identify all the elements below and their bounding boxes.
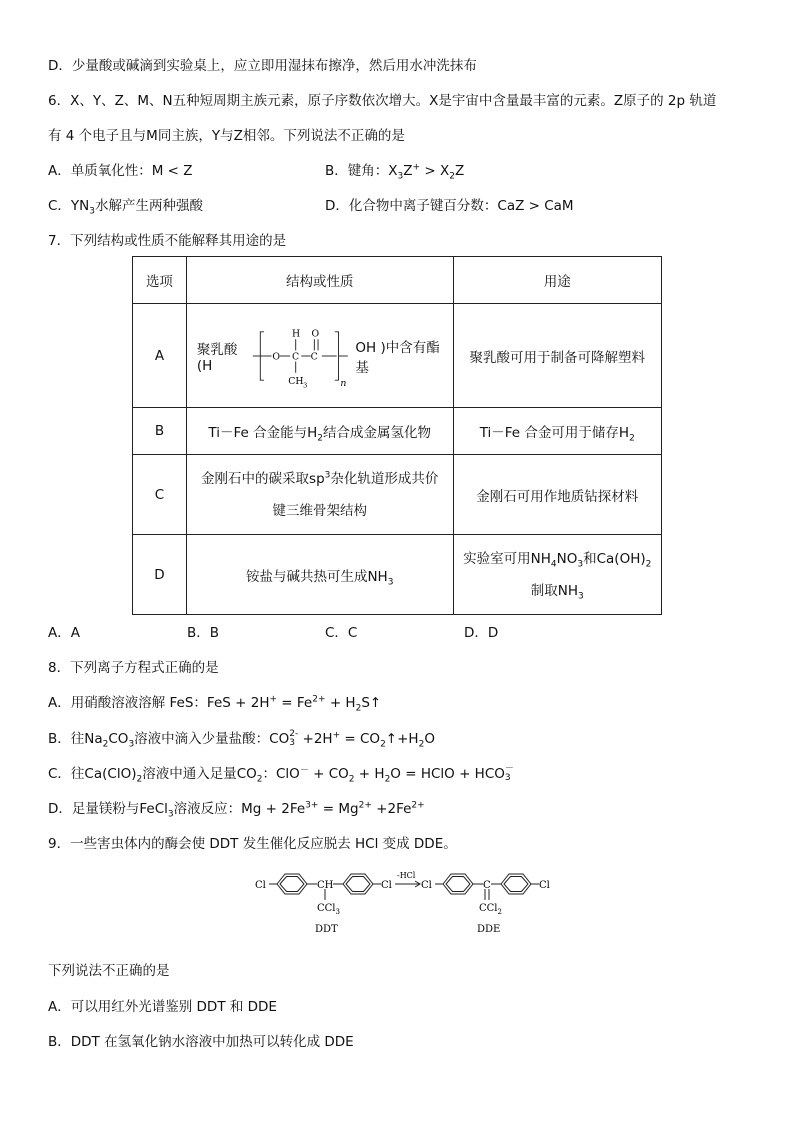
row-use: 金刚石可用作地质钻探材料	[453, 455, 661, 535]
ccl3-label: CCl$_3$	[317, 903, 340, 916]
table-row	[133, 304, 662, 408]
svg-text:C: C	[310, 351, 318, 363]
q7-table	[132, 256, 662, 615]
ddt-to-dde-reaction-scheme	[255, 866, 555, 938]
svg-text:3: 3	[303, 381, 308, 390]
svg-text:O: O	[311, 327, 320, 339]
polylactic-acid-structure: 聚乳酸(H O C H C O CH 3 n OH )中含有酯基	[197, 316, 447, 396]
row-property: 铵盐与碱共热可生成$NH_3$	[186, 535, 453, 615]
ccl2-label: CCl$_2$	[479, 903, 502, 916]
q6-option-a: A．单质氧化性：M < Z	[48, 163, 193, 179]
svg-text:O: O	[272, 351, 281, 363]
q8-stem: 8．下列离子方程式正确的是	[48, 660, 219, 676]
arrow-label: -HCl	[397, 871, 416, 880]
table-row	[133, 455, 662, 535]
svg-text:H: H	[291, 327, 301, 339]
ddt-name: DDT	[315, 924, 338, 935]
row-use: 实验室可用$NH_4NO_3$和$Ca(OH)_2$ 制取$NH_3$	[453, 535, 661, 615]
table-header-row	[133, 257, 662, 304]
q7-stem: 7．下列结构或性质不能解释其用途的是	[48, 233, 287, 249]
chlorine-label: Cl	[421, 880, 432, 891]
q6-stem-line1: 6．X、Y、Z、M、N五种短周期主族元素，原子序数依次增大。X是宇宙中含量最丰富的元素。Z原子的 2p 轨道	[48, 93, 717, 109]
q8-option-b: B．往$Na_2CO_3$溶液中滴入少量盐酸：CO 2- 3 $+2H^+ = CO_2↑+H_2O$	[48, 729, 435, 750]
row-use: Ti－Fe 合金可用于储存$H_2$	[453, 408, 661, 455]
q5-option-d: D．少量酸或碱滴到实验桌上，应立即用湿抹布擦净，然后用水冲洗抹布	[48, 58, 477, 74]
q9-option-b: B．DDT 在氢氧化钠水溶液中加热可以转化成 DDE	[48, 1034, 354, 1050]
row-option: B	[133, 408, 187, 455]
svg-text:CH: CH	[288, 375, 304, 387]
row-option: C	[133, 455, 187, 535]
svg-text:n: n	[340, 377, 347, 389]
q8-option-a: A．用硝酸溶液溶解 FeS：FeS + $2H^+ = Fe^{2+}$ + $H_2S↑$	[48, 694, 382, 714]
chlorine-label: Cl	[539, 880, 550, 891]
q6-option-b: B．键角：$X_3Z^+ > X_2Z$	[325, 162, 465, 182]
q8-option-c: C．往$Ca(ClO)_2$溶液中通入足量$CO_2$：$ClO^- + CO_2 + H_2O$ = HClO + HCO － 3	[48, 764, 514, 785]
q7-option-b: B．B	[187, 625, 220, 641]
table-row	[133, 408, 662, 455]
q9-stem: 9．一些害虫体内的酶会使 DDT 发生催化反应脱去 HCl 变成 DDE。	[48, 836, 457, 852]
q6-option-d: D．化合物中离子键百分数：CaZ > CaM	[325, 198, 574, 214]
row-option: A	[133, 304, 187, 408]
header-use: 用途	[453, 257, 661, 304]
q8-option-d: D．足量镁粉与FeCl$_3$溶液反应：$Mg + 2Fe^{3+} = Mg^{2+} +2Fe^{2+}$	[48, 800, 425, 820]
row-property: Ti－Fe 合金能与$H_2$结合成金属氢化物	[186, 408, 453, 455]
row-property: 金刚石中的碳采取$sp^3$杂化轨道形成共价 键三维骨架结构	[186, 455, 453, 535]
q6-stem-line2: 有 4 个电子且与M同主族，Y与Z相邻。下列说法不正确的是	[48, 128, 405, 144]
svg-text:C: C	[291, 351, 300, 363]
row-use: 聚乳酸可用于制备可降解塑料	[453, 304, 661, 408]
ch-label: CH	[317, 880, 334, 891]
header-property: 结构或性质	[186, 257, 453, 304]
q6-option-c: C．$YN_3$水解产生两种强酸	[48, 198, 204, 217]
repeat-unit-structure-icon	[251, 316, 353, 396]
q9-ask: 下列说法不正确的是	[48, 963, 170, 979]
c-label: C	[483, 880, 491, 891]
chlorine-label: Cl	[381, 880, 392, 891]
header-option: 选项	[133, 257, 187, 304]
q9-option-a: A．可以用红外光谱鉴别 DDT 和 DDE	[48, 999, 277, 1015]
row-property	[186, 304, 453, 408]
row-option: D	[133, 535, 187, 615]
q7-option-a: A．A	[48, 625, 80, 641]
dde-name: DDE	[477, 924, 501, 935]
q7-option-d: D．D	[464, 625, 499, 641]
q7-option-c: C．C	[325, 625, 358, 641]
chlorine-label: Cl	[255, 880, 266, 891]
table-row	[133, 535, 662, 615]
